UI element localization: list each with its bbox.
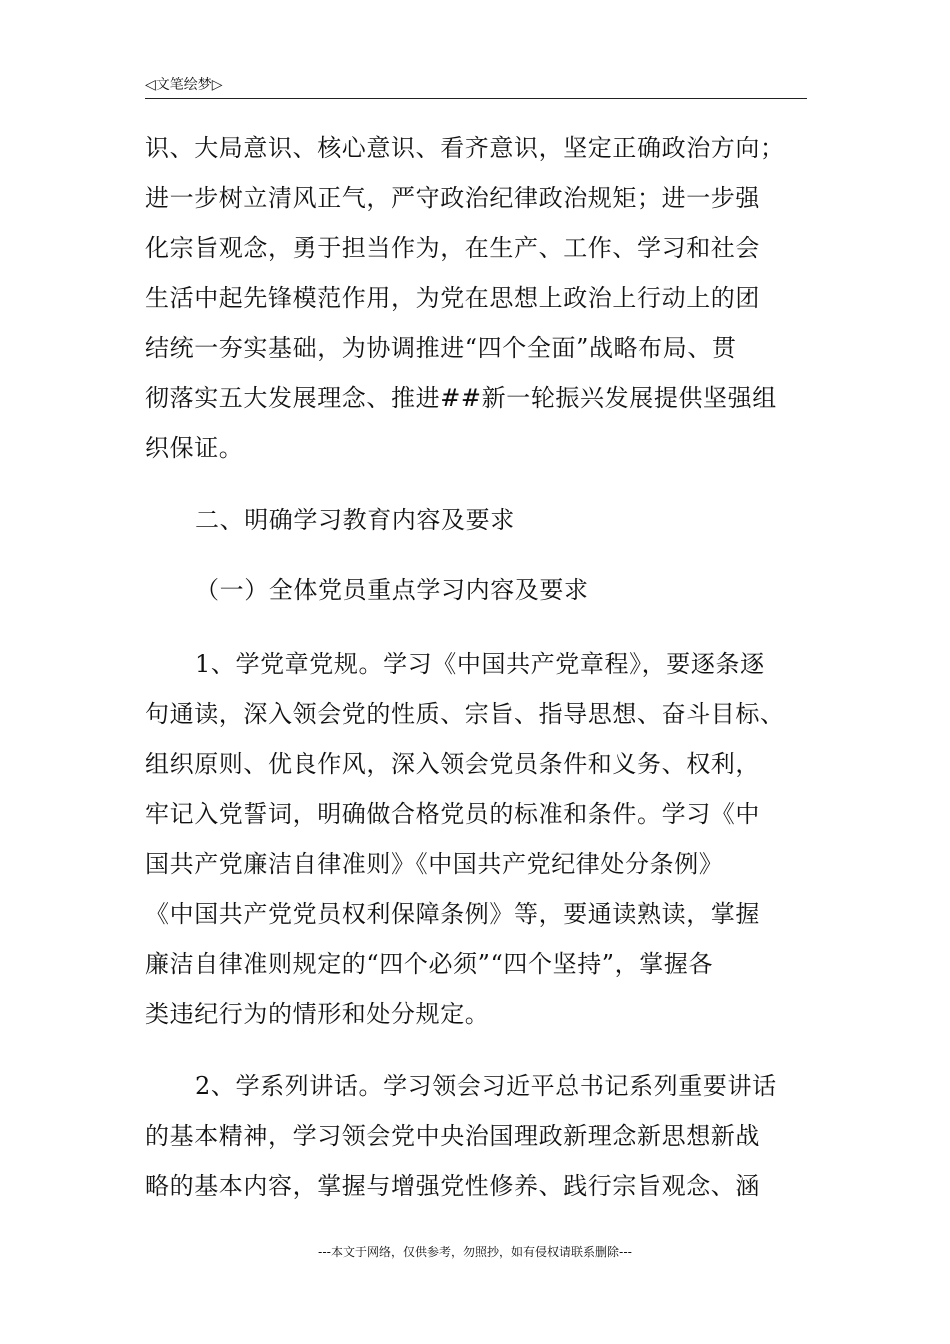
paragraph-first-line: 1、学党章党规。学习《中国共产党章程》，要逐条逐 [195,650,765,678]
body-line: 化宗旨观念，勇于担当作为，在生产、工作、学习和社会 [145,234,760,262]
body-line: 织保证。 [145,434,244,462]
body-line: 彻落实五大发展理念、推进##新一轮振兴发展提供坚强组 [145,384,777,412]
body-line: 结统一夯实基础，为协调推进“四个全面”战略布局、贯 [145,334,737,362]
body-line: 进一步树立清风正气，严守政治纪律政治规矩；进一步强 [145,184,760,212]
body-line: 生活中起先锋模范作用，为党在思想上政治上行动上的团 [145,284,760,312]
section-heading: 二、明确学习教育内容及要求 [195,506,515,534]
page-footer-notice: ---本文于网络，仅供参考，勿照抄，如有侵权请联系删除--- [318,1245,632,1259]
paragraph-first-line: 2、学系列讲话。学习领会习近平总书记系列重要讲话 [195,1072,777,1100]
subsection-heading: （一）全体党员重点学习内容及要求 [195,576,589,604]
body-line: 类违纪行为的情形和处分规定。 [145,1000,490,1028]
body-line: 牢记入党誓词，明确做合格党员的标准和条件。学习《中 [145,800,760,828]
page-header-label: ◁文笔绘梦▷ [145,77,223,93]
body-line: 的基本精神，学习领会党中央治国理政新理念新思想新战 [145,1122,760,1150]
body-line: 《中国共产党党员权利保障条例》等，要通读熟读，掌握 [145,900,760,928]
body-line: 组织原则、优良作风，深入领会党员条件和义务、权利， [145,750,760,778]
header-divider [145,98,807,99]
body-line: 略的基本内容，掌握与增强党性修养、践行宗旨观念、涵 [145,1172,760,1200]
body-line: 句通读，深入领会党的性质、宗旨、指导思想、奋斗目标、 [145,700,785,728]
body-line: 国共产党廉洁自律准则》《中国共产党纪律处分条例》 [145,850,724,878]
body-line: 识、大局意识、核心意识、看齐意识，坚定正确政治方向； [145,134,785,162]
body-line: 廉洁自律准则规定的“四个必须”“四个坚持”，掌握各 [145,950,714,978]
